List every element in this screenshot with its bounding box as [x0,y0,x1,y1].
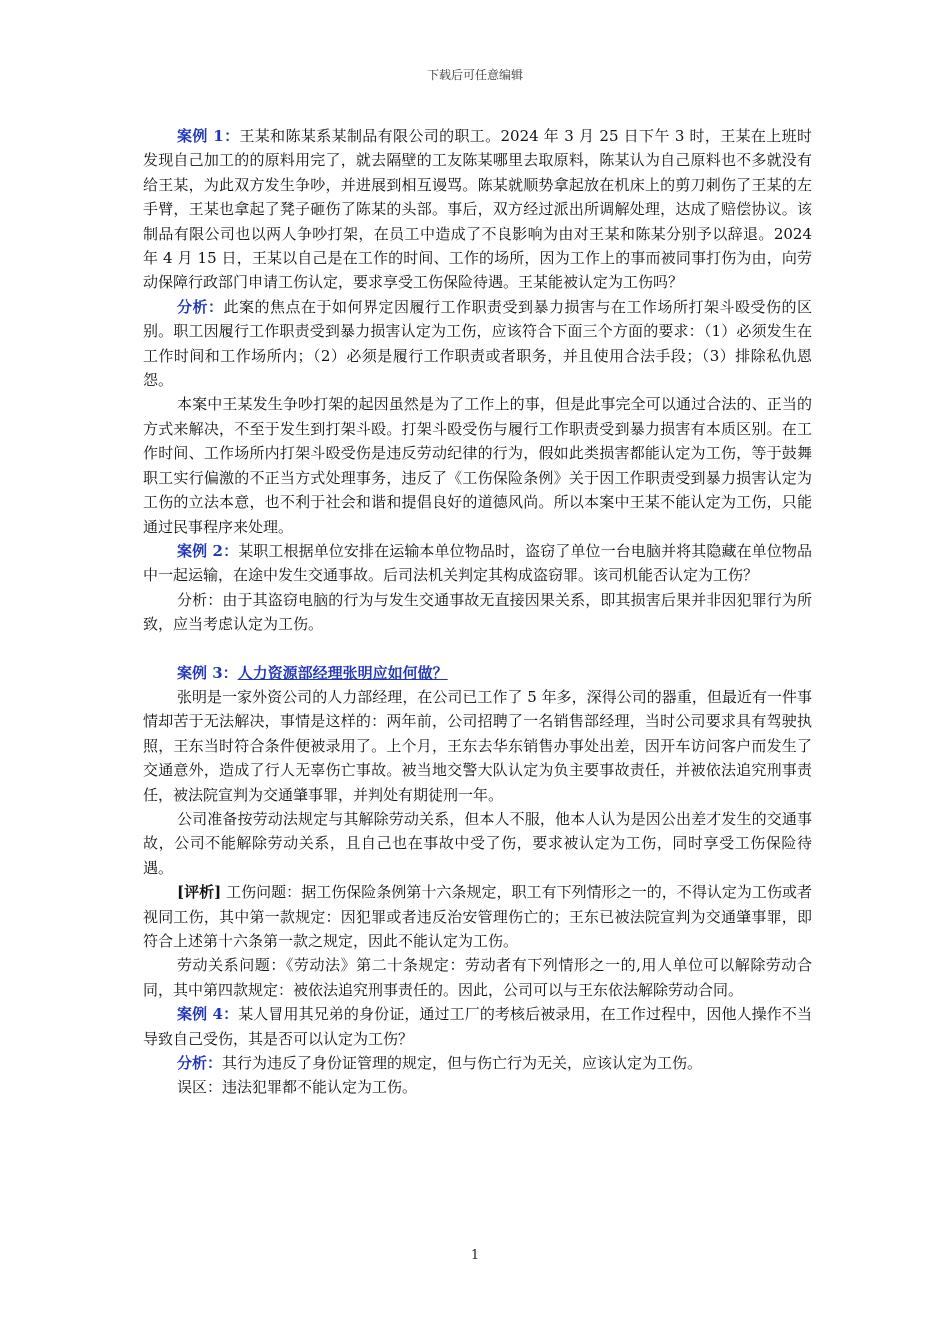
case-4-paragraph [143,1002,812,1051]
case-3-title: 人力资源部经理张明应如何做？ [237,663,448,682]
analysis-4-paragraph [143,1051,812,1075]
case-4-text: 某人冒用其兄弟的身份证，通过工厂的考核后被录用，在工作过程中，因他人操作不当导致自己受伤，其是否可以认定为工伤？ [143,1005,812,1048]
case-1-text: 王某和陈某系某制品有限公司的职工。2024 年 3 月 25 日下午 3 时，王某在上班时发现自己加工的的原料用完了，就去隔壁的工友陈某哪里去取原料，陈某认为自己原料也不多就没有给王某，为此双方发生争吵，并进展到相互谩骂。陈某就顺势拿起放在机床上的剪刀刺伤了王某的左手臂，王某也拿起了凳子砸伤了陈某的头部。事后，双方经过派出所调解处理，达成了赔偿协议。该制品有限公司也以两人争吵打架，在员工中造成了不良影响为由对王某和陈某分别予以辞退。2024 年 4 月 15 日，王某以自己是在工作的时间、工作的场所，因为工作上的事而被同事打伤为由，向劳动保障行政部门申请工伤认定，要求享受工伤保险待遇。王某能被认定为工伤吗？ [143,127,812,292]
review-label: [评析] [177,883,222,902]
page-number: 1 [470,1248,480,1263]
analysis-1-paragraph [143,295,812,393]
analysis-1-paragraph-2: 本案中王某发生争吵打架的起因虽然是为了工作上的事，但是此事完全可以通过合法的、正当的方式来解决，不至于发生到打架斗殴。打架斗殴受伤与履行工作职责受到暴力损害有本质区别。在工作时间、工作场所内打架斗殴受伤是违反劳动纪律的行为，假如此类损害都能认定为工伤，等于鼓舞职工实行偏激的不正当方式处理事务，违反了《工伤保险条例》关于因工作职责受到暴力损害认定为工伤的立法本意，也不利于社会和谐和提倡良好的道德风尚。所以本案中王某不能认定为工伤，只能通过民事程序来处理。 [143,395,812,536]
case-1-paragraph [143,124,812,295]
case-3-paragraph-4: 劳动关系问题：《劳动法》第二十条规定：劳动者有下列情形之一的,用人单位可以解除劳动合同，其中第四款规定：被依法追究刑事责任的。因此，公司可以与王东依法解除劳动合同。 [143,956,812,999]
case-3-paragraph-2: 公司准备按劳动法规定与其解除劳动关系，但本人不服，他本人认为是因公出差才发生的交通事故，公司不能解除劳动关系，且自己也在事故中受了伤，要求被认定为工伤，同时享受工伤保险待遇。 [143,809,812,877]
misconception-paragraph: 误区：违法犯罪都不能认定为工伤。 [177,1078,418,1097]
analysis-4-text: 其行为违反了身份证管理的规定，但与伤亡行为无关，应该认定为工伤。 [222,1054,703,1073]
case-1-label: 案例 1： [177,127,240,145]
case-2-paragraph [143,539,812,588]
case-4-label: 案例 4： [177,1005,239,1024]
analysis-2-paragraph: 分析：由于其盗窃电脑的行为与发生交通事故无直接因果关系，即其损害后果并非因犯罪行为所致，应当考虑认定为工伤。 [143,590,812,634]
page-header: 下载后可任意编辑 [426,68,523,82]
analysis-1-label: 分析： [177,297,224,316]
analysis-1-text: 此案的焦点在于如何界定因履行工作职责受到暴力损害与在工作场所打架斗殴受伤的区别。职工因履行工作职责受到暴力损害认定为工伤，应该符合下面三个方面的要求：（1）必须发生在工作时间和工作场所内；（2）必须是履行工作职责或者职务，并且使用合法手段；（3）排除私仇恩怨。 [143,297,812,390]
case-3-paragraph-1: 张明是一家外资公司的人力部经理，在公司已工作了 5 年多，深得公司的器重，但最近有一件事情却苦于无法解决，事情是这样的：两年前，公司招聘了一名销售部经理，当时公司要求具有驾驶执照，王东当时符合条件便被录用了。上个月，王东去华东销售办事处出差，因开车访问客户而发生了交通意外，造成了行人无辜伤亡事故。被当地交警大队认定为负主要事故责任，并被依法追究刑事责任，被法院宣判为交通肇事罪，并判处有期徒刑一年。 [143,687,812,804]
case-3-heading [143,661,812,685]
case-2-text: 某职工根据单位安排在运输本单位物品时，盗窃了单位一台电脑并将其隐藏在单位物品中一起运输，在途中发生交通事故。后司法机关判定其构成盗窃罪。该司机能否认定为工伤？ [143,541,812,585]
review-text: 工伤问题：据工伤保险条例第十六条规定，职工有下列情形之一的，不得认定为工伤或者视同工伤，其中第一款规定：因犯罪或者违反治安管理伤亡的；王东已被法院宣判为交通肇事罪，即符合上述第十六条第一款之规定，因此不能认定为工伤。 [143,883,812,950]
case-3-review-paragraph [143,880,812,953]
case-2-label: 案例 2： [177,541,239,560]
document-body [143,124,812,1100]
analysis-4-label: 分析： [177,1054,223,1073]
case-3-label: 案例 3： [177,663,238,682]
